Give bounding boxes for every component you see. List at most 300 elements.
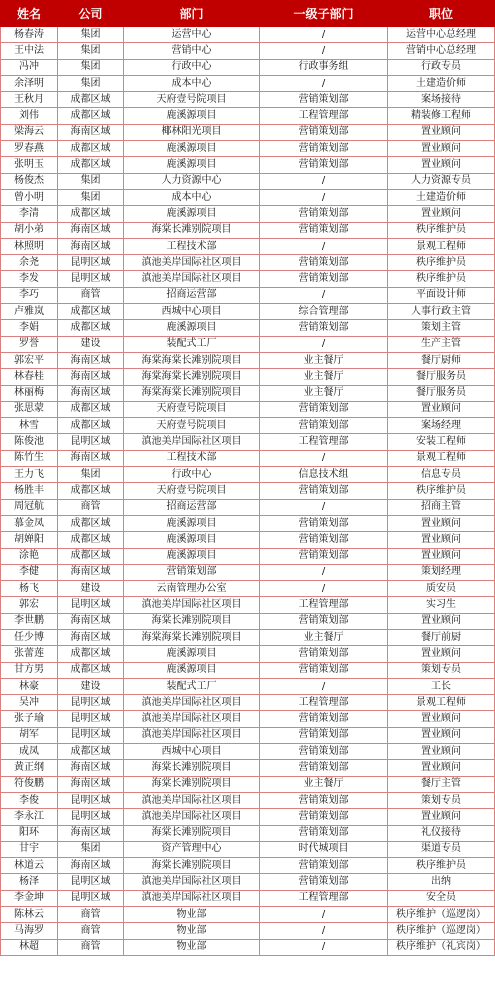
table-row <box>1 92 495 108</box>
cell-name: 李娟 <box>1 320 58 336</box>
cell-position: 餐厅服务员 <box>388 369 495 385</box>
cell-department: 鹿溪源项目 <box>124 108 260 124</box>
table-row <box>1 450 495 466</box>
cell-position: 运营中心总经理 <box>388 27 495 43</box>
cell-sub-department: / <box>260 907 388 923</box>
table-row <box>1 59 495 75</box>
cell-sub-department: / <box>260 287 388 303</box>
table-row <box>1 222 495 238</box>
cell-sub-department: 营销策划部 <box>260 271 388 287</box>
cell-name: 罗春燕 <box>1 141 58 157</box>
cell-position: 安全员 <box>388 890 495 906</box>
cell-position: 秩序维护员 <box>388 271 495 287</box>
cell-position: 秩序维护员 <box>388 222 495 238</box>
cell-name: 林春桂 <box>1 369 58 385</box>
cell-company: 商管 <box>58 923 124 939</box>
cell-department: 鹿溪源项目 <box>124 662 260 678</box>
table-row <box>1 320 495 336</box>
cell-name: 李发 <box>1 271 58 287</box>
cell-company: 成都区域 <box>58 92 124 108</box>
cell-company: 海南区域 <box>58 613 124 629</box>
table-row <box>1 515 495 531</box>
cell-department: 海棠长滩别院项目 <box>124 222 260 238</box>
table-row <box>1 255 495 271</box>
cell-department: 招商运营部 <box>124 499 260 515</box>
cell-name: 李巧 <box>1 287 58 303</box>
cell-department: 鹿溪源项目 <box>124 320 260 336</box>
cell-sub-department: 营销策划部 <box>260 613 388 629</box>
cell-company: 昆明区域 <box>58 434 124 450</box>
table-row <box>1 564 495 580</box>
cell-position: 平面设计师 <box>388 287 495 303</box>
cell-company: 海南区域 <box>58 629 124 645</box>
table-row <box>1 336 495 352</box>
cell-position: 秩序维护员 <box>388 255 495 271</box>
cell-position: 置业顾问 <box>388 515 495 531</box>
cell-company: 成都区域 <box>58 206 124 222</box>
table-row <box>1 352 495 368</box>
cell-position: 置业顾问 <box>388 401 495 417</box>
table-row <box>1 760 495 776</box>
cell-department: 滇池美岸国际社区项目 <box>124 874 260 890</box>
cell-department: 滇池美岸国际社区项目 <box>124 809 260 825</box>
cell-department: 滇池美岸国际社区项目 <box>124 727 260 743</box>
cell-name: 涂艳 <box>1 548 58 564</box>
cell-company: 建设 <box>58 678 124 694</box>
cell-company: 建设 <box>58 581 124 597</box>
cell-position: 出纳 <box>388 874 495 890</box>
table-row <box>1 499 495 515</box>
cell-name: 成凤 <box>1 744 58 760</box>
cell-sub-department: 业主餐厅 <box>260 385 388 401</box>
cell-position: 土建造价师 <box>388 75 495 91</box>
cell-position: 置业顾问 <box>388 711 495 727</box>
cell-sub-department: / <box>260 923 388 939</box>
cell-department: 工程技术部 <box>124 450 260 466</box>
cell-sub-department: / <box>260 75 388 91</box>
table-row <box>1 27 495 43</box>
cell-company: 建设 <box>58 336 124 352</box>
cell-name: 刘伟 <box>1 108 58 124</box>
cell-company: 海南区域 <box>58 858 124 874</box>
cell-sub-department: 工程管理部 <box>260 108 388 124</box>
cell-department: 滇池美岸国际社区项目 <box>124 597 260 613</box>
cell-position: 秩序维护员 <box>388 483 495 499</box>
cell-sub-department: 营销策划部 <box>260 124 388 140</box>
cell-company: 海南区域 <box>58 222 124 238</box>
cell-position: 置业顾问 <box>388 141 495 157</box>
table-row <box>1 434 495 450</box>
table-row <box>1 75 495 91</box>
cell-company: 集团 <box>58 27 124 43</box>
cell-company: 商管 <box>58 287 124 303</box>
cell-sub-department: / <box>260 189 388 205</box>
cell-company: 集团 <box>58 189 124 205</box>
table-row <box>1 890 495 906</box>
cell-company: 成都区域 <box>58 304 124 320</box>
cell-department: 滇池美岸国际社区项目 <box>124 711 260 727</box>
cell-name: 慕金凤 <box>1 515 58 531</box>
cell-position: 策划专员 <box>388 792 495 808</box>
table-row <box>1 173 495 189</box>
cell-name: 林照明 <box>1 238 58 254</box>
cell-company: 昆明区域 <box>58 695 124 711</box>
cell-name: 胡婵阳 <box>1 532 58 548</box>
cell-company: 集团 <box>58 59 124 75</box>
cell-position: 置业顾问 <box>388 744 495 760</box>
cell-sub-department: / <box>260 939 388 955</box>
cell-sub-department: / <box>260 499 388 515</box>
cell-position: 策划专员 <box>388 662 495 678</box>
cell-position: 餐厅前厨 <box>388 629 495 645</box>
cell-department: 行政中心 <box>124 467 260 483</box>
cell-company: 成都区域 <box>58 141 124 157</box>
cell-company: 海南区域 <box>58 776 124 792</box>
cell-sub-department: 营销策划部 <box>260 727 388 743</box>
cell-position: 置业顾问 <box>388 124 495 140</box>
cell-position: 景观工程师 <box>388 450 495 466</box>
cell-company: 成都区域 <box>58 320 124 336</box>
cell-company: 海南区域 <box>58 825 124 841</box>
cell-company: 集团 <box>58 43 124 59</box>
cell-name: 梁海云 <box>1 124 58 140</box>
header-company: 公司 <box>58 1 124 27</box>
cell-sub-department: 营销策划部 <box>260 532 388 548</box>
table-row <box>1 858 495 874</box>
cell-name: 林道云 <box>1 858 58 874</box>
table-row <box>1 157 495 173</box>
table-row <box>1 907 495 923</box>
cell-name: 胡军 <box>1 727 58 743</box>
cell-department: 行政中心 <box>124 59 260 75</box>
cell-company: 海南区域 <box>58 385 124 401</box>
cell-position: 行政专员 <box>388 59 495 75</box>
table-row <box>1 124 495 140</box>
cell-sub-department: 业主餐厅 <box>260 629 388 645</box>
cell-sub-department: 业主餐厅 <box>260 352 388 368</box>
cell-company: 成都区域 <box>58 483 124 499</box>
cell-department: 鹿溪源项目 <box>124 515 260 531</box>
cell-position: 实习生 <box>388 597 495 613</box>
cell-name: 马海罗 <box>1 923 58 939</box>
cell-company: 集团 <box>58 75 124 91</box>
header-sub-department: 一级子部门 <box>260 1 388 27</box>
cell-department: 物业部 <box>124 939 260 955</box>
table-row <box>1 304 495 320</box>
cell-position: 策划经理 <box>388 564 495 580</box>
cell-department: 鹿溪源项目 <box>124 157 260 173</box>
cell-department: 鹿溪源项目 <box>124 141 260 157</box>
cell-sub-department: 营销策划部 <box>260 141 388 157</box>
cell-name: 卢雅岚 <box>1 304 58 320</box>
cell-department: 西城中心项目 <box>124 744 260 760</box>
cell-company: 成都区域 <box>58 662 124 678</box>
cell-company: 昆明区域 <box>58 874 124 890</box>
cell-department: 天府壹号院项目 <box>124 483 260 499</box>
cell-sub-department: 营销策划部 <box>260 744 388 760</box>
cell-sub-department: 综合管理部 <box>260 304 388 320</box>
cell-name: 吴冲 <box>1 695 58 711</box>
cell-company: 成都区域 <box>58 157 124 173</box>
cell-position: 秩序维护员 <box>388 858 495 874</box>
cell-name: 杨泽 <box>1 874 58 890</box>
table-row <box>1 695 495 711</box>
cell-department: 天府壹号院项目 <box>124 418 260 434</box>
cell-company: 集团 <box>58 467 124 483</box>
cell-company: 海南区域 <box>58 369 124 385</box>
table-row <box>1 238 495 254</box>
cell-position: 礼仪接待 <box>388 825 495 841</box>
cell-name: 符俊鹏 <box>1 776 58 792</box>
cell-name: 甘方男 <box>1 662 58 678</box>
cell-company: 成都区域 <box>58 108 124 124</box>
table-row <box>1 678 495 694</box>
table-row <box>1 744 495 760</box>
cell-company: 昆明区域 <box>58 792 124 808</box>
cell-name: 周冠航 <box>1 499 58 515</box>
cell-company: 集团 <box>58 841 124 857</box>
cell-position: 土建造价师 <box>388 189 495 205</box>
cell-department: 滇池美岸国际社区项目 <box>124 695 260 711</box>
cell-sub-department: 营销策划部 <box>260 418 388 434</box>
cell-sub-department: / <box>260 450 388 466</box>
cell-sub-department: 营销策划部 <box>260 515 388 531</box>
cell-department: 滇池美岸国际社区项目 <box>124 890 260 906</box>
cell-name: 阳环 <box>1 825 58 841</box>
cell-sub-department: 营销策划部 <box>260 157 388 173</box>
cell-company: 昆明区域 <box>58 597 124 613</box>
cell-company: 海南区域 <box>58 352 124 368</box>
cell-sub-department: 营销策划部 <box>260 320 388 336</box>
cell-position: 置业顾问 <box>388 613 495 629</box>
cell-position: 置业顾问 <box>388 532 495 548</box>
cell-name: 杨胜丰 <box>1 483 58 499</box>
cell-sub-department: / <box>260 238 388 254</box>
cell-name: 林超 <box>1 939 58 955</box>
cell-company: 成都区域 <box>58 515 124 531</box>
cell-name: 李永江 <box>1 809 58 825</box>
cell-name: 任少博 <box>1 629 58 645</box>
cell-name: 李健 <box>1 564 58 580</box>
cell-position: 秩序维护（礼宾岗） <box>388 939 495 955</box>
cell-department: 成本中心 <box>124 189 260 205</box>
cell-company: 成都区域 <box>58 646 124 662</box>
cell-name: 张明玉 <box>1 157 58 173</box>
cell-position: 置业顾问 <box>388 157 495 173</box>
cell-position: 置业顾问 <box>388 548 495 564</box>
cell-position: 精装修工程师 <box>388 108 495 124</box>
cell-department: 运营中心 <box>124 27 260 43</box>
cell-company: 昆明区域 <box>58 890 124 906</box>
cell-name: 王中法 <box>1 43 58 59</box>
cell-department: 椰林阳光项目 <box>124 124 260 140</box>
cell-department: 资产管理中心 <box>124 841 260 857</box>
cell-position: 餐厅厨师 <box>388 352 495 368</box>
table-row <box>1 385 495 401</box>
cell-company: 昆明区域 <box>58 255 124 271</box>
cell-position: 置业顾问 <box>388 809 495 825</box>
table-row <box>1 841 495 857</box>
cell-sub-department: 营销策划部 <box>260 858 388 874</box>
cell-department: 鹿溪源项目 <box>124 532 260 548</box>
cell-position: 置业顾问 <box>388 646 495 662</box>
cell-name: 王力飞 <box>1 467 58 483</box>
table-row <box>1 776 495 792</box>
cell-position: 置业顾问 <box>388 206 495 222</box>
cell-sub-department: / <box>260 678 388 694</box>
cell-company: 海南区域 <box>58 238 124 254</box>
cell-name: 张子瑜 <box>1 711 58 727</box>
header-position: 职位 <box>388 1 495 27</box>
cell-sub-department: / <box>260 581 388 597</box>
cell-sub-department: 工程管理部 <box>260 890 388 906</box>
cell-position: 人事行政主管 <box>388 304 495 320</box>
cell-department: 工程技术部 <box>124 238 260 254</box>
cell-department: 西城中心项目 <box>124 304 260 320</box>
cell-department: 物业部 <box>124 923 260 939</box>
cell-sub-department: / <box>260 336 388 352</box>
cell-name: 罗誉 <box>1 336 58 352</box>
cell-company: 成都区域 <box>58 418 124 434</box>
cell-company: 昆明区域 <box>58 809 124 825</box>
cell-department: 海棠长滩别院项目 <box>124 760 260 776</box>
cell-company: 海南区域 <box>58 124 124 140</box>
table-row <box>1 809 495 825</box>
table-row <box>1 923 495 939</box>
cell-name: 曾小明 <box>1 189 58 205</box>
table-row <box>1 874 495 890</box>
cell-position: 信息专员 <box>388 467 495 483</box>
cell-company: 成都区域 <box>58 401 124 417</box>
cell-sub-department: 营销策划部 <box>260 825 388 841</box>
cell-sub-department: 营销策划部 <box>260 401 388 417</box>
table-row <box>1 662 495 678</box>
cell-sub-department: / <box>260 27 388 43</box>
cell-name: 张思蒙 <box>1 401 58 417</box>
cell-company: 海南区域 <box>58 564 124 580</box>
cell-position: 案场经理 <box>388 418 495 434</box>
cell-name: 王秋月 <box>1 92 58 108</box>
cell-name: 郭宏平 <box>1 352 58 368</box>
cell-company: 昆明区域 <box>58 711 124 727</box>
cell-sub-department: 业主餐厅 <box>260 369 388 385</box>
cell-company: 成都区域 <box>58 548 124 564</box>
cell-name: 杨飞 <box>1 581 58 597</box>
cell-sub-department: 营销策划部 <box>260 662 388 678</box>
table-row <box>1 629 495 645</box>
cell-company: 商管 <box>58 499 124 515</box>
cell-sub-department: 营销策划部 <box>260 874 388 890</box>
table-row <box>1 646 495 662</box>
table-row <box>1 43 495 59</box>
cell-sub-department: / <box>260 564 388 580</box>
cell-name: 杨俊杰 <box>1 173 58 189</box>
cell-sub-department: 工程管理部 <box>260 434 388 450</box>
header-row <box>1 1 495 27</box>
cell-position: 生产主管 <box>388 336 495 352</box>
cell-position: 营销中心总经理 <box>388 43 495 59</box>
cell-name: 陈竹生 <box>1 450 58 466</box>
cell-position: 餐厅主管 <box>388 776 495 792</box>
cell-position: 质安员 <box>388 581 495 597</box>
cell-company: 海南区域 <box>58 760 124 776</box>
table-row <box>1 189 495 205</box>
table-row <box>1 483 495 499</box>
table-row <box>1 825 495 841</box>
table-row <box>1 369 495 385</box>
cell-department: 营销策划部 <box>124 564 260 580</box>
cell-department: 营销中心 <box>124 43 260 59</box>
cell-position: 秩序维护（巡逻岗） <box>388 907 495 923</box>
cell-department: 海棠海棠长滩别院项目 <box>124 369 260 385</box>
cell-position: 渠道专员 <box>388 841 495 857</box>
cell-company: 集团 <box>58 173 124 189</box>
cell-department: 滇池美岸国际社区项目 <box>124 271 260 287</box>
cell-name: 李金坤 <box>1 890 58 906</box>
cell-name: 甘宇 <box>1 841 58 857</box>
cell-sub-department: 营销策划部 <box>260 255 388 271</box>
table-row <box>1 141 495 157</box>
cell-position: 秩序维护（巡逻岗） <box>388 923 495 939</box>
cell-sub-department: 营销策划部 <box>260 646 388 662</box>
cell-position: 景观工程师 <box>388 238 495 254</box>
cell-name: 胡小弟 <box>1 222 58 238</box>
table-row <box>1 401 495 417</box>
cell-sub-department: 营销策划部 <box>260 222 388 238</box>
cell-position: 工长 <box>388 678 495 694</box>
cell-position: 餐厅服务员 <box>388 385 495 401</box>
cell-department: 海棠长滩别院项目 <box>124 776 260 792</box>
cell-sub-department: 工程管理部 <box>260 695 388 711</box>
cell-department: 鹿溪源项目 <box>124 206 260 222</box>
table-row <box>1 727 495 743</box>
cell-name: 杨春涛 <box>1 27 58 43</box>
cell-position: 策划主管 <box>388 320 495 336</box>
cell-position: 置业顾问 <box>388 760 495 776</box>
cell-name: 郭宏 <box>1 597 58 613</box>
cell-company: 商管 <box>58 907 124 923</box>
table-row <box>1 613 495 629</box>
cell-department: 装配式工厂 <box>124 678 260 694</box>
cell-department: 海棠海棠长滩别院项目 <box>124 385 260 401</box>
cell-company: 商管 <box>58 939 124 955</box>
cell-name: 李清 <box>1 206 58 222</box>
cell-company: 昆明区域 <box>58 727 124 743</box>
cell-department: 海棠海棠长滩别院项目 <box>124 629 260 645</box>
cell-department: 招商运营部 <box>124 287 260 303</box>
table-row <box>1 711 495 727</box>
cell-sub-department: / <box>260 43 388 59</box>
table-row <box>1 271 495 287</box>
cell-department: 海棠长滩别院项目 <box>124 858 260 874</box>
cell-name: 余尧 <box>1 255 58 271</box>
cell-sub-department: 营销策划部 <box>260 760 388 776</box>
cell-department: 海棠海棠长滩别院项目 <box>124 352 260 368</box>
cell-sub-department: 营销策划部 <box>260 792 388 808</box>
cell-sub-department: / <box>260 173 388 189</box>
cell-department: 成本中心 <box>124 75 260 91</box>
cell-department: 鹿溪源项目 <box>124 646 260 662</box>
table-row <box>1 792 495 808</box>
cell-department: 物业部 <box>124 907 260 923</box>
cell-sub-department: 业主餐厅 <box>260 776 388 792</box>
cell-sub-department: 营销策划部 <box>260 206 388 222</box>
cell-department: 鹿溪源项目 <box>124 548 260 564</box>
table-row <box>1 108 495 124</box>
header-department: 部门 <box>124 1 260 27</box>
cell-sub-department: 营销策划部 <box>260 809 388 825</box>
cell-name: 李俊 <box>1 792 58 808</box>
